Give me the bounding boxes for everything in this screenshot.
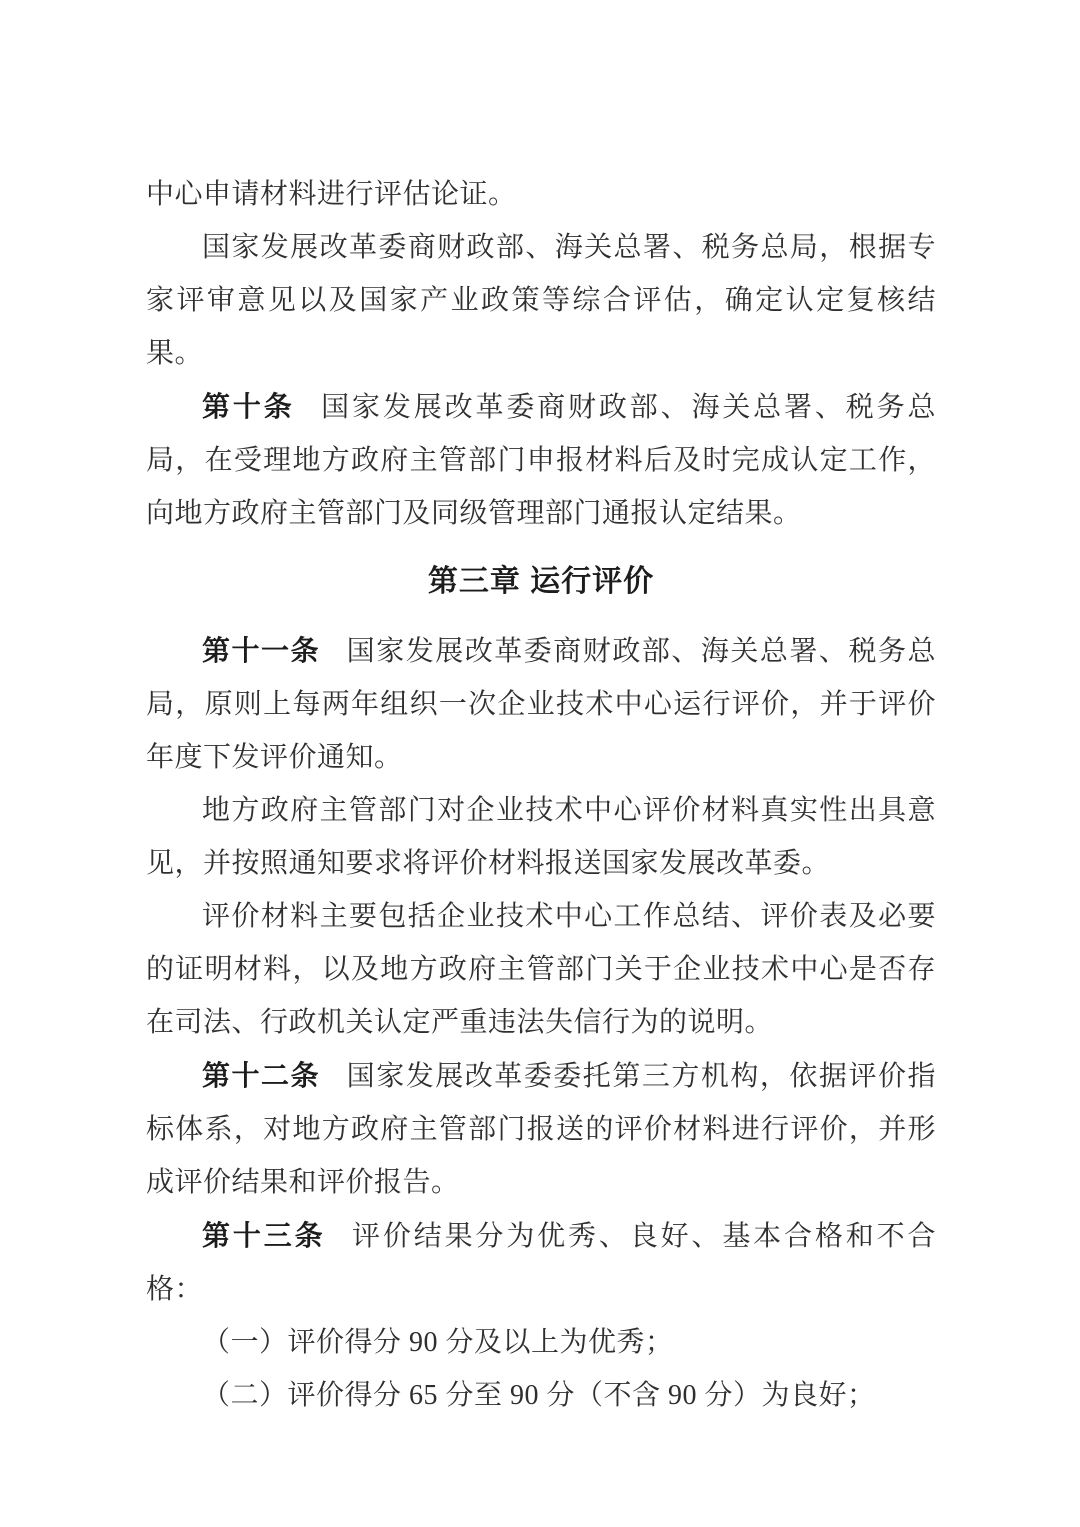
article-number-label: 第十三条 [202,1220,326,1251]
paragraph-text: 地方政府主管部门对企业技术中心评价材料真实性出具意见，并按照通知要求将评价材料报送国家发展改革委。 [146,795,936,879]
paragraph-text: 国家发展改革委商财政部、海关总署、税务总局，根据专家评审意见以及国家产业政策等综合评估，确定认定复核结果。 [146,232,936,369]
document-body [146,168,936,1422]
list-item-2 [146,1369,936,1422]
body-paragraph [146,890,936,1049]
paragraph-text: 评价材料主要包括企业技术中心工作总结、评价表及必要的证明材料，以及地方政府主管部门关于企业技术中心是否存在司法、行政机关认定严重违法失信行为的说明。 [146,901,936,1038]
paragraph-text: 中心申请材料进行评估论证。 [146,179,517,210]
body-paragraph-article-12 [146,1049,936,1209]
paragraph-text: 评价结果分为优秀、良好、基本合格和不合格： [146,1221,936,1305]
body-paragraph-article-10 [146,380,936,540]
list-item-1 [146,1316,936,1369]
paragraph-text: 国家发展改革委商财政部、海关总署、税务总局，在受理地方政府主管部门申报材料后及时完成认定工作，向地方政府主管部门及同级管理部门通报认定结果。 [146,392,936,529]
paragraph-text: （一）评价得分 90 分及以上为优秀； [202,1327,674,1358]
paragraph-text: 国家发展改革委委托第三方机构，依据评价指标体系，对地方政府主管部门报送的评价材料进行评价，并形成评价结果和评价报告。 [146,1061,936,1198]
paragraph-text: 国家发展改革委商财政部、海关总署、税务总局，原则上每两年组织一次企业技术中心运行评价，并于评价年度下发评价通知。 [146,636,936,773]
body-paragraph [146,784,936,890]
body-paragraph [146,168,936,221]
body-paragraph [146,221,936,380]
article-number-label: 第十二条 [202,1060,321,1091]
paragraph-text: （二）评价得分 65 分至 90 分（不含 90 分）为良好； [202,1380,876,1411]
body-paragraph-article-13 [146,1209,936,1316]
article-number-label: 第十条 [202,391,295,422]
chapter-heading: 第三章 运行评价 [427,565,655,598]
article-number-label: 第十一条 [202,635,321,666]
body-paragraph-article-11 [146,624,936,784]
